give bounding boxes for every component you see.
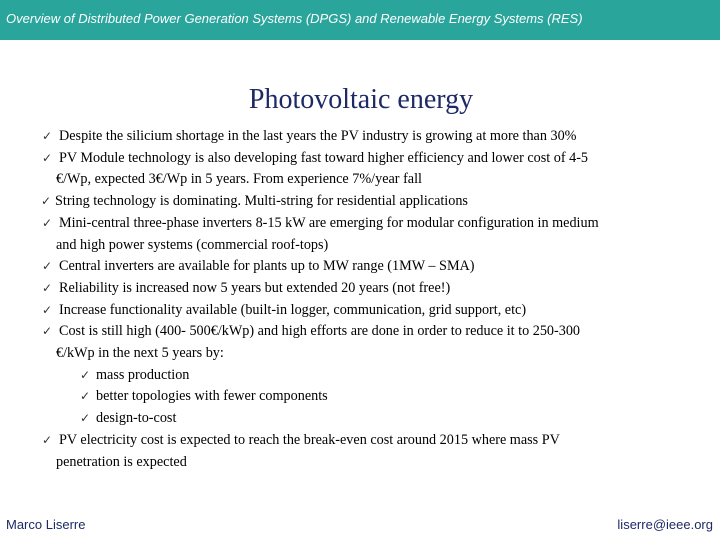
bullet-item xyxy=(0,278,720,300)
slide-title-text: Photovoltaic energy xyxy=(248,84,474,115)
header-title: Overview of Distributed Power Generation Systems (DPGS) and Renewable Energy Systems (RES) xyxy=(6,11,583,26)
bullet-item xyxy=(0,191,720,213)
check-icon: ✓ xyxy=(42,215,53,230)
bullet-text-continued: €/kWp in the next 5 years by: xyxy=(56,345,224,362)
bullet-text: Reliability is increased now 5 years but extended 20 years (not free!) xyxy=(59,279,451,296)
bullet-text-continued: penetration is expected xyxy=(56,453,187,470)
bullet-text: Increase functionality available (built-in logger, communication, grid support, etc) xyxy=(59,301,527,318)
bullet-item xyxy=(0,300,720,322)
bullet-item xyxy=(0,213,720,256)
check-icon: ✓ xyxy=(42,259,53,274)
bullet-text: Mini-central three-phase inverters 8-15 kW are emerging for modular configuration in medium xyxy=(59,214,599,231)
sub-bullet-item xyxy=(0,386,720,408)
slide-title xyxy=(0,84,720,116)
check-icon: ✓ xyxy=(80,411,91,426)
bullet-text: Despite the silicium shortage in the last years the PV industry is growing at more than 30% xyxy=(59,128,577,144)
bullet-item xyxy=(0,430,720,473)
check-icon: ✓ xyxy=(42,129,53,143)
bullet-item xyxy=(0,321,720,364)
check-icon: ✓ xyxy=(42,150,53,165)
bullet-item xyxy=(0,126,720,148)
footer-email: liserre@ieee.org xyxy=(617,517,713,532)
sub-bullet-text: better topologies with fewer components xyxy=(96,388,328,405)
bullet-text: Cost is still high (400- 500€/kWp) and high efforts are done in order to reduce it to 250-300 xyxy=(59,323,581,340)
check-icon: ✓ xyxy=(42,302,53,317)
sub-bullet-text: design-to-cost xyxy=(96,410,177,427)
check-icon: ✓ xyxy=(42,324,53,339)
bullet-text: PV electricity cost is expected to reach the break-even cost around 2015 where mass PV xyxy=(59,431,560,448)
bullet-text-continued: and high power systems (commercial roof-tops) xyxy=(56,236,329,253)
bullet-item xyxy=(0,256,720,278)
bullet-text: String technology is dominating. Multi-string for residential applications xyxy=(55,193,468,210)
sub-bullet-text: mass production xyxy=(96,366,190,383)
header-bar xyxy=(0,0,720,40)
bullet-text: PV Module technology is also developing fast toward higher efficiency and lower cost of 4-5 xyxy=(59,149,589,166)
sub-bullet-item xyxy=(0,365,720,387)
bullet-item xyxy=(0,148,720,191)
bullet-text: Central inverters are available for plants up to MW range (1MW – SMA) xyxy=(59,258,475,275)
sub-bullet-item xyxy=(0,408,720,430)
bullet-list xyxy=(0,126,720,473)
footer-author: Marco Liserre xyxy=(6,517,86,532)
bullet-text-continued: €/Wp, expected 3€/Wp in 5 years. From experience 7%/year fall xyxy=(56,171,422,188)
check-icon: ✓ xyxy=(42,280,53,295)
check-icon: ✓ xyxy=(80,389,91,404)
check-icon: ✓ xyxy=(41,194,52,209)
check-icon: ✓ xyxy=(42,432,53,447)
check-icon: ✓ xyxy=(80,367,91,382)
